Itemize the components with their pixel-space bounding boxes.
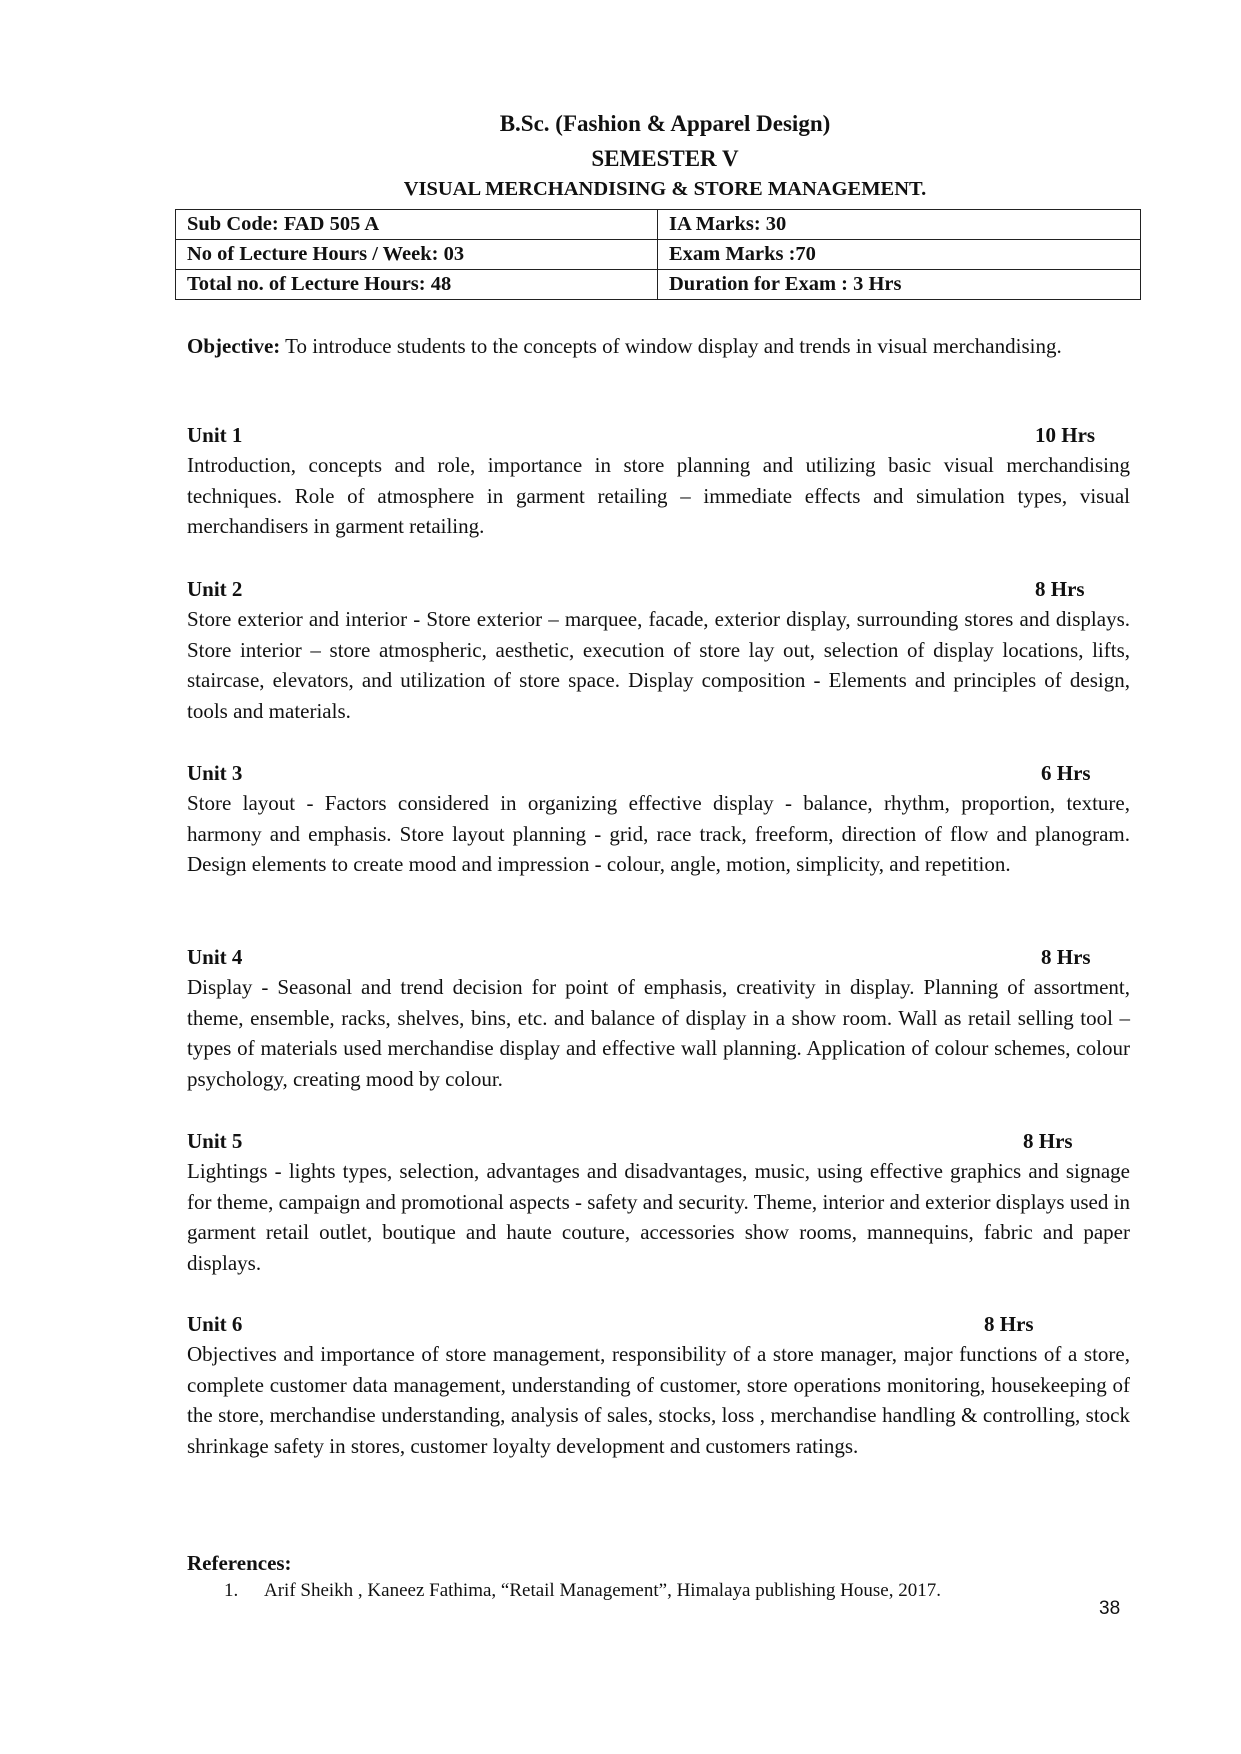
unit-6-hours: 8 Hrs [984,1312,1034,1336]
unit-2-description: Store exterior and interior - Store exterior – marquee, facade, exterior display, surrounding stores and displays. Store interior – store atmospheric, aesthetic, execution of store lay out, selection of display locations, lifts, staircase, elevators, and utilization of store space. Display composition - Elements and principles of design, tools and materials. [187,607,1130,723]
objective-paragraph [187,331,1130,362]
unit-1-title: Unit 1 [187,423,243,447]
sub-code-cell: Sub Code: FAD 505 A [176,210,658,240]
unit-5-hours: 8 Hrs [1023,1129,1073,1153]
unit-4-description: Display - Seasonal and trend decision for point of emphasis, creativity in display. Planning of assortment, theme, ensemble, racks, shelves, bins, etc. and balance of display in a show room. Wall as retail selling tool – types of materials used merchandise display and effective wall planning. Application of colour schemes, colour psychology, creating mood by colour. [187,975,1130,1091]
table-row [176,240,1141,270]
unit-3-title: Unit 3 [187,761,243,785]
unit-5-description: Lightings - lights types, selection, advantages and disadvantages, music, using effective graphics and signage for theme, campaign and promotional aspects - safety and security. Theme, interior and exterior displays used in garment retail outlet, boutique and haute couture, accessories show rooms, mannequins, fabric and paper displays. [187,1159,1130,1275]
unit-2-hours: 8 Hrs [1035,577,1085,601]
unit-2-title: Unit 2 [187,577,243,601]
unit-4-title: Unit 4 [187,945,243,969]
references-title: References: [187,1551,292,1575]
lecture-hours-week-cell: No of Lecture Hours / Week: 03 [176,240,658,270]
ia-marks-cell: IA Marks: 30 [658,210,1141,240]
table-row [176,270,1141,300]
course-title: VISUAL MERCHANDISING & STORE MANAGEMENT. [403,178,927,200]
unit-3-hours: 6 Hrs [1041,761,1091,785]
objective-text: To introduce students to the concepts of window display and trends in visual merchandising. [285,334,1062,358]
semester-title: SEMESTER V [591,146,739,171]
program-title: B.Sc. (Fashion & Apparel Design) [499,111,831,136]
unit-3-description: Store layout - Factors considered in organizing effective display - balance, rhythm, proportion, texture, harmony and emphasis. Store layout planning - grid, race track, freeform, direction of flow and planogram. Design elements to create mood and impression - colour, angle, motion, simplicity, and repetition. [187,791,1130,876]
exam-marks-cell: Exam Marks :70 [658,240,1141,270]
page-number: 38 [1099,1598,1121,1619]
unit-1-description: Introduction, concepts and role, importance in store planning and utilizing basic visual merchandising techniques. Role of atmosphere in garment retailing – immediate effects and simulation types, visual merchandisers in garment retailing. [187,453,1130,538]
exam-duration-cell: Duration for Exam : 3 Hrs [658,270,1141,300]
unit-6-description: Objectives and importance of store management, responsibility of a store manager, major functions of a store, complete customer data management, understanding of customer, store operations monitoring, housekeeping of the store, merchandise understanding, analysis of sales, stocks, loss , merchandise handling & controlling, stock shrinkage safety in stores, customer loyalty development and customers ratings. [187,1342,1130,1458]
unit-4-hours: 8 Hrs [1041,945,1091,969]
total-lecture-hours-cell: Total no. of Lecture Hours: 48 [176,270,658,300]
table-row [176,210,1141,240]
course-info-table [175,209,1141,300]
unit-1-hours: 10 Hrs [1035,423,1096,447]
unit-6-title: Unit 6 [187,1312,243,1336]
reference-number: 1. [224,1580,239,1601]
objective-label: Objective: [187,334,281,358]
unit-5-title: Unit 5 [187,1129,243,1153]
reference-item [224,1580,941,1602]
reference-text: Arif Sheikh , Kaneez Fathima, “Retail Management”, Himalaya publishing House, 2017. [264,1580,941,1601]
